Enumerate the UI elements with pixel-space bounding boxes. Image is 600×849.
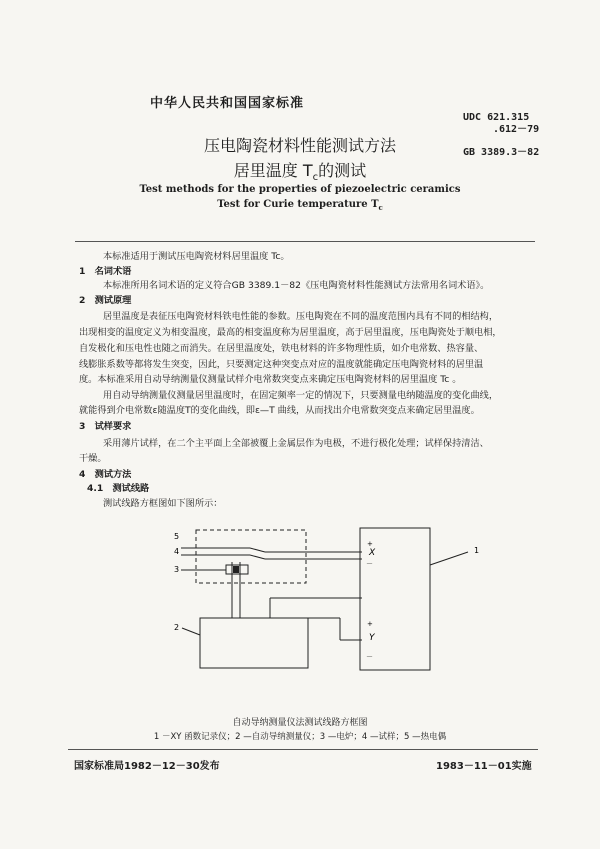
- label-1: 1: [474, 546, 480, 555]
- section-2-p1-line-5: 度。本标准采用自动导纳测量仪测量试样介电常数突变点来确定压电陶瓷材料的居里温度 Tc 。: [79, 374, 462, 385]
- section-2-p2-line-2: 就能得到介电常数ε随温度T的变化曲线，即ε—T 曲线，从而找出介电常数突变点来确定居里温度。: [79, 405, 480, 416]
- title-en-subscript: c: [378, 203, 383, 212]
- footer-rule: [68, 749, 538, 750]
- section-3-heading: 3 试样要求: [79, 421, 132, 432]
- figure-caption: 自动导纳测量仪法测试线路方框图: [232, 718, 368, 728]
- section-2-p1-line-4: 线膨胀系数等都将发生突变，因此，只要测定这种突变点对应的温度就能确定压电陶瓷材料的居里温: [79, 359, 484, 370]
- title-en-text: Test for Curie temperature T: [217, 199, 379, 210]
- title-en-line-1: Test methods for the properties of piezoelectric ceramics: [139, 184, 461, 195]
- label-2: 2: [174, 623, 180, 632]
- section-3-line-2: 干燥。: [79, 453, 107, 464]
- gb-number: GB 3389.3－82: [463, 147, 540, 158]
- title-cn-line-1: 压电陶瓷材料性能测试方法: [203, 136, 396, 155]
- section-2-p1-line-3: 自发极化和压电性也随之而消失。在居里温度处，铁电材料的许多物理性质，如介电常数、热容量、: [79, 343, 484, 354]
- section-3-line-1: 采用薄片试样，在二个主平面上全部被覆上金属层作为电极，不进行极化处理；试样保持清洁、: [103, 438, 489, 449]
- section-2-heading: 2 测试原理: [79, 295, 132, 306]
- section-4-heading: 4 测试方法: [79, 469, 132, 480]
- furnace-box: [196, 530, 306, 583]
- section-2-p1-line-1: 居里温度是表征压电陶瓷材料铁电性能的参数。压电陶瓷在不同的温度范围内具有不同的相结构，: [103, 311, 499, 322]
- section-1-text: 本标准所用名词术语的定义符合GB 3389.1－82《压电陶瓷材料性能测试方法常用名词术语》。: [103, 280, 490, 291]
- admittance-meter-box: [200, 618, 308, 668]
- sample-core: [233, 566, 239, 573]
- label-4: 4: [174, 547, 180, 556]
- title-cn-subscript: c: [312, 172, 319, 184]
- intro-text: 本标准适用于测试压电陶瓷材料居里温度 Tc。: [103, 251, 290, 262]
- x-axis-label: X: [369, 548, 376, 558]
- label-5: 5: [174, 532, 180, 541]
- title-cn-end: 的测试: [318, 161, 367, 180]
- section-1-heading: 1 名词术语: [79, 266, 132, 277]
- section-4-1-text: 测试线路方框图如下图所示：: [103, 498, 223, 509]
- udc-line-2: .612－79: [493, 124, 540, 135]
- x-minus: －: [366, 560, 373, 568]
- effective-date: 1983－11－01实施: [436, 761, 532, 772]
- x-plus: +: [367, 540, 373, 548]
- figure-legend: 1 －XY 函数记录仪；2 —自动导纳测量仪；3 —电炉；4 —试样；5 —热电偶: [153, 732, 447, 742]
- y-axis-label: Y: [369, 633, 375, 643]
- issue-date: 国家标准局1982－12－30发布: [74, 761, 220, 772]
- y-plus: +: [367, 620, 373, 628]
- title-cn-text: 居里温度 T: [233, 161, 313, 180]
- section-2-p1-line-2: 出现相变的温度定义为相变温度，最高的相变温度称为居里温度，高于居里温度，压电陶瓷处于顺电相，: [79, 327, 502, 338]
- y-minus: －: [366, 653, 373, 661]
- label-3: 3: [174, 565, 180, 574]
- udc-line-1: UDC 621.315: [463, 112, 530, 123]
- section-2-p2-line-1: 用自动导纳测量仪测量居里温度时，在固定频率一定的情况下，只要测量电纳随温度的变化曲线，: [103, 390, 499, 401]
- standard-organization: 中华人民共和国国家标准: [150, 96, 305, 111]
- section-4-1-heading: 4.1 测试线路: [87, 483, 150, 494]
